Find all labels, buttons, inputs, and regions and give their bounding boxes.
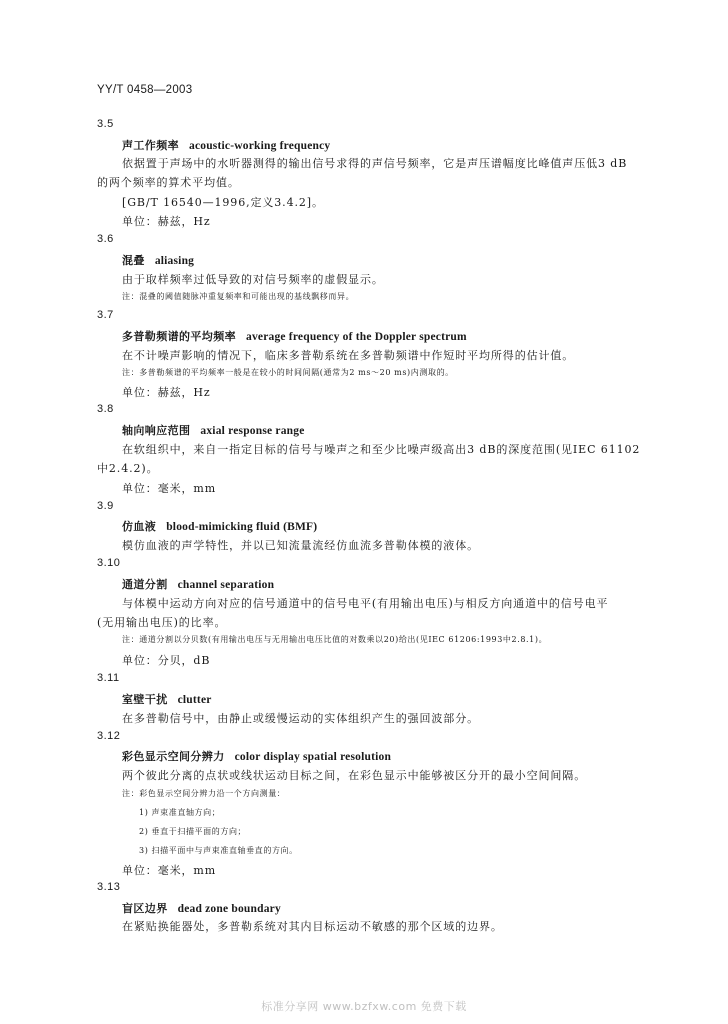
term-heading: [122, 518, 317, 534]
reference-text: [GB/T 16540—1996,定义3.4.2]。: [122, 196, 324, 209]
definition-text: 的两个频率的算术平均值。: [97, 176, 240, 189]
note-list-item: 1) 声束准直轴方向；: [139, 808, 221, 817]
definition-text: 中2.4.2)。: [97, 462, 159, 475]
term-chinese: 通道分割: [122, 578, 168, 591]
clause-number: 3.12: [97, 730, 121, 742]
clause-number: 3.5: [97, 118, 114, 130]
definition-text: (无用输出电压)的比率。: [97, 616, 227, 629]
unit-text: 单位：赫兹，Hz: [122, 386, 211, 399]
term-chinese: 轴向响应范围: [122, 424, 191, 437]
term-english: clutter: [177, 694, 212, 706]
clause-number: 3.10: [97, 557, 121, 569]
definition-text: 两个彼此分离的点状或线状运动目标之间，在彩色显示中能够被区分开的最小空间间隔。: [122, 769, 587, 782]
unit-text: 单位：毫米，mm: [122, 482, 217, 495]
clause-number: 3.11: [97, 672, 120, 684]
definition-text: 模仿血液的声学特性，并以已知流量流经仿血流多普勒体模的液体。: [122, 539, 479, 552]
term-english: axial response range: [200, 425, 305, 437]
clause-number: 3.13: [97, 881, 121, 893]
term-english: aliasing: [154, 255, 195, 267]
term-heading: [122, 422, 305, 438]
note-text: 注：多普勒频谱的平均频率一般是在较小的时间间隔(通常为2 ms～20 ms)内测取的。: [122, 368, 454, 377]
term-heading: [122, 328, 467, 344]
term-chinese: 声工作频率: [122, 139, 179, 152]
unit-text: 单位：分贝，dB: [122, 654, 211, 667]
term-chinese: 仿血液: [122, 520, 157, 533]
term-english: blood-mimicking fluid (BMF): [166, 521, 318, 533]
term-heading: [122, 691, 212, 707]
term-heading: [122, 576, 274, 592]
term-english: dead zone boundary: [177, 903, 281, 915]
standard-number-header: YY/T 0458—2003: [97, 84, 193, 96]
term-chinese: 室壁干扰: [122, 693, 168, 706]
term-heading: [122, 900, 281, 916]
watermark-footer: 标准分享网 www.bzfxw.com 免费下载: [261, 1000, 467, 1013]
term-chinese: 盲区边界: [122, 902, 168, 915]
term-english: average frequency of the Doppler spectrum: [246, 331, 467, 343]
note-text: 注：混叠的阈值随脉冲重复频率和可能出现的基线飘移而异。: [122, 292, 355, 301]
term-chinese: 多普勒频谱的平均频率: [122, 330, 236, 343]
definition-text: 在不计噪声影响的情况下，临床多普勒系统在多普勒频谱中作短时平均所得的估计值。: [122, 349, 575, 362]
term-heading: [122, 748, 391, 764]
clause-number: 3.9: [97, 500, 114, 512]
definition-text: 在紧贴换能器处，多普勒系统对其内目标运动不敏感的那个区域的边界。: [122, 920, 503, 933]
definition-text: 与体模中运动方向对应的信号通道中的信号电平(有用输出电压)与相反方向通道中的信号电平: [122, 597, 609, 610]
note-list-item: 2) 垂直于扫描平面的方向；: [139, 827, 247, 836]
clause-number: 3.8: [97, 403, 114, 415]
term-chinese: 混叠: [122, 254, 145, 267]
note-text: 注：彩色显示空间分辨力沿一个方向测量：: [122, 789, 286, 798]
unit-text: 单位：赫兹，Hz: [122, 215, 211, 228]
unit-text: 单位：毫米，mm: [122, 864, 217, 877]
definition-text: 在多普勒信号中，由静止或缓慢运动的实体组织产生的强回波部分。: [122, 712, 479, 725]
term-chinese: 彩色显示空间分辨力: [122, 750, 225, 763]
term-heading: [122, 137, 330, 153]
term-english: channel separation: [177, 579, 275, 591]
term-english: acoustic-working frequency: [189, 140, 331, 152]
definition-text: 在软组织中，来自一指定目标的信号与噪声之和至少比噪声级高出3 dB的深度范围(见IEC 61102: [122, 443, 641, 456]
note-text: 注：通道分割以分贝数(有用输出电压与无用输出电压比值的对数乘以20)给出(见IEC 61206:1993中2.8.1)。: [122, 635, 548, 644]
definition-text: 依据置于声场中的水听器测得的输出信号求得的声信号频率，它是声压谱幅度比峰值声压低3 dB: [122, 157, 628, 170]
note-list-item: 3) 扫描平面中与声束准直轴垂直的方向。: [139, 846, 298, 855]
clause-number: 3.7: [97, 309, 114, 321]
term-english: color display spatial resolution: [234, 751, 392, 763]
term-heading: [122, 252, 194, 268]
definition-text: 由于取样频率过低导致的对信号频率的虚假显示。: [122, 273, 384, 286]
clause-number: 3.6: [97, 233, 114, 245]
